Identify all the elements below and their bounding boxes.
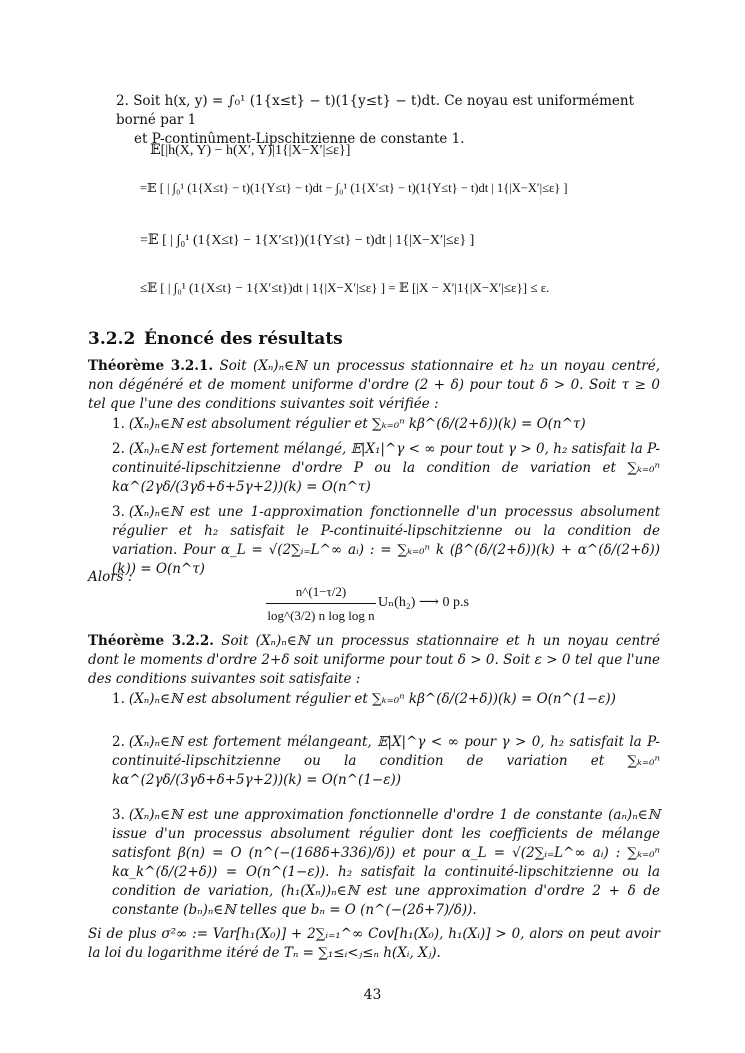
section-heading: [88, 330, 343, 349]
theorem-2-condition-3-text: (Xₙ)ₙ∈ℕ est une approximation fonctionnelle d'ordre 1 de constante (aₙ)ₙ∈ℕ issue d'un processus absolument régulier dont les coefficients de mélange satisfont β(n) = O (n^(−(168δ+336)/δ)) et pour α_L = √(2∑ᵢ₌L^∞ aᵢ) : ∑ₖ₌₀ⁿ kα_k^(δ/(2+δ)) = O(n^(1−ε)). h₂ satisfait la continuité-lipschitzienne ou la condition de variation, (h₁(Xₙ))ₙ∈ℕ est une approximation d'ordre 2 + δ de constante (bₙ)ₙ∈ℕ telles que bₙ = O (n^(−(2δ+7)/δ)).: [112, 807, 660, 918]
theorem-2-condition-2-number: 2.: [112, 734, 125, 750]
theorem-1-condition-2: [112, 440, 660, 497]
theorem-1-condition-1-number: 1.: [112, 416, 125, 432]
theorem-1-statement: [88, 357, 660, 414]
theorem-2-statement: [88, 632, 660, 689]
page-number: 43: [363, 987, 382, 1003]
equation-line-3: ≤𝔼 [ | ∫₀¹ (1{X≤t} − 1{X′≤t})dt | 1{|X−X′|≤ε} ] = 𝔼 [|X − X′|1{|X−X′|≤ε}] ≤ ε.: [140, 280, 550, 295]
theorem-1-condition-1-text: (Xₙ)ₙ∈ℕ est absolument régulier et ∑ₖ₌₀ⁿ kβ^(δ/(2+δ))(k) = O(n^τ): [128, 416, 586, 432]
theorem-1-condition-2-text: (Xₙ)ₙ∈ℕ est fortement mélangé, 𝔼|X₁|^γ < ∞ pour tout γ > 0, h₂ satisfait la P-continuité-lipschitzienne d'ordre P ou la condition de variation et ∑ₖ₌₀ⁿ kα^(2γδ/(3γδ+δ+5γ+2))(k) = O(n^τ): [112, 441, 660, 495]
theorem-2-condition-3: [112, 806, 660, 920]
theorem-1-condition-3: [112, 503, 660, 579]
intro-item-number: 2.: [116, 93, 129, 109]
equation-line-0: 𝔼[|h(X, Y) − h(X′, Y)|1{|X−X′|≤ε}]: [150, 143, 351, 158]
theorem-2-text: Soit (Xₙ)ₙ∈ℕ un processus stationnaire et h un noyau centré dont le moments d'ordre 2+δ soit uniforme pour tout δ > 0. Soit ε > 0 tel que l'une des conditions suivantes soit satisfaite :: [88, 633, 661, 687]
theorem-1-condition-3-number: 3.: [112, 504, 125, 520]
intro-item-line2: et P-continûment-Lipschitzienne de constante 1.: [134, 131, 465, 147]
theorem-1-condition-3-text: (Xₙ)ₙ∈ℕ est une 1-approximation fonctionnelle d'un processus absolument régulier et h₂ satisfait le P-continuité-lipschitzienne ou la condition de variation. Pour α_L = √(2∑ᵢ₌L^∞ aᵢ) : = ∑ₖ₌₀ⁿ k (β^(δ/(2+δ))(k) + α^(δ/(2+δ))(k)) = O(n^τ): [112, 504, 660, 577]
conclusion-denominator: log^(3/2) n log log n: [267, 608, 375, 623]
conclusion-numerator: n^(1−τ/2): [295, 584, 347, 599]
theorem-2-condition-2: [112, 733, 660, 790]
theorem-1-condition-2-number: 2.: [112, 441, 125, 457]
theorem-2-condition-2-text: (Xₙ)ₙ∈ℕ est fortement mélangeant, 𝔼|X|^γ < ∞ pour γ > 0, h₂ satisfait la P-continuité-lipschitzienne ou la condition de variation et ∑ₖ₌₀ⁿ kα^(2γδ/(3γδ+δ+5γ+2))(k) = O(n^(1−ε)): [112, 734, 660, 788]
theorem-2-condition-1: [112, 690, 660, 709]
equation-line-2: =𝔼 [ | ∫₀¹ (1{X≤t} − 1{X′≤t})(1{Y≤t} − t)dt | 1{|X−X′|≤ε} ]: [140, 233, 475, 248]
equation-line-1: =𝔼 [ | ∫₀¹ (1{X≤t} − t)(1{Y≤t} − t)dt − ∫₀¹ (1{X′≤t} − t)(1{Y≤t} − t)dt | 1{|X−X′|≤ε} ]: [140, 181, 568, 195]
theorem-1-conclusion: [266, 582, 526, 626]
theorem-1-text: Soit (Xₙ)ₙ∈ℕ un processus stationnaire et h₂ un noyau centré, non dégénéré et de moment uniforme d'ordre (2 + δ) pour tout δ > 0. Soit τ ≥ 0 tel que l'une des conditions suivantes soit vérifiée :: [88, 358, 660, 412]
theorem-2-condition-1-number: 1.: [112, 691, 125, 707]
theorem-1-condition-1: [112, 415, 660, 434]
intro-item-line1: Soit h(x, y) = ∫₀¹ (1{x≤t} − t)(1{y≤t} − t)dt. Ce noyau est uniformément borné par 1: [116, 93, 635, 128]
theorem-1-alors: Alors :: [88, 569, 133, 585]
conclusion-rhs: Uₙ(h₂) ⟶ 0 p.s: [378, 595, 469, 610]
section-number: 3.2.2: [88, 329, 136, 349]
theorem-2-condition-1-text: (Xₙ)ₙ∈ℕ est absolument régulier et ∑ₖ₌₀ⁿ kβ^(δ/(2+δ))(k) = O(n^(1−ε)): [128, 691, 616, 707]
theorem-2-label: Théorème 3.2.2.: [88, 633, 214, 649]
section-title: Énoncé des résultats: [144, 329, 343, 349]
theorem-2-condition-3-number: 3.: [112, 807, 125, 823]
theorem-2-closing: Si de plus σ²∞ := Var[h₁(X₀)] + 2∑ᵢ₌₁^∞ Cov[h₁(X₀), h₁(Xᵢ)] > 0, alors on peut avoir la loi du logarithme itéré de Tₙ = ∑₁≤ᵢ<ⱼ≤ₙ h(Xᵢ, Xⱼ).: [88, 926, 660, 961]
theorem-1-label: Théorème 3.2.1.: [88, 358, 214, 374]
conclusion-fraction-bar: [266, 603, 376, 604]
